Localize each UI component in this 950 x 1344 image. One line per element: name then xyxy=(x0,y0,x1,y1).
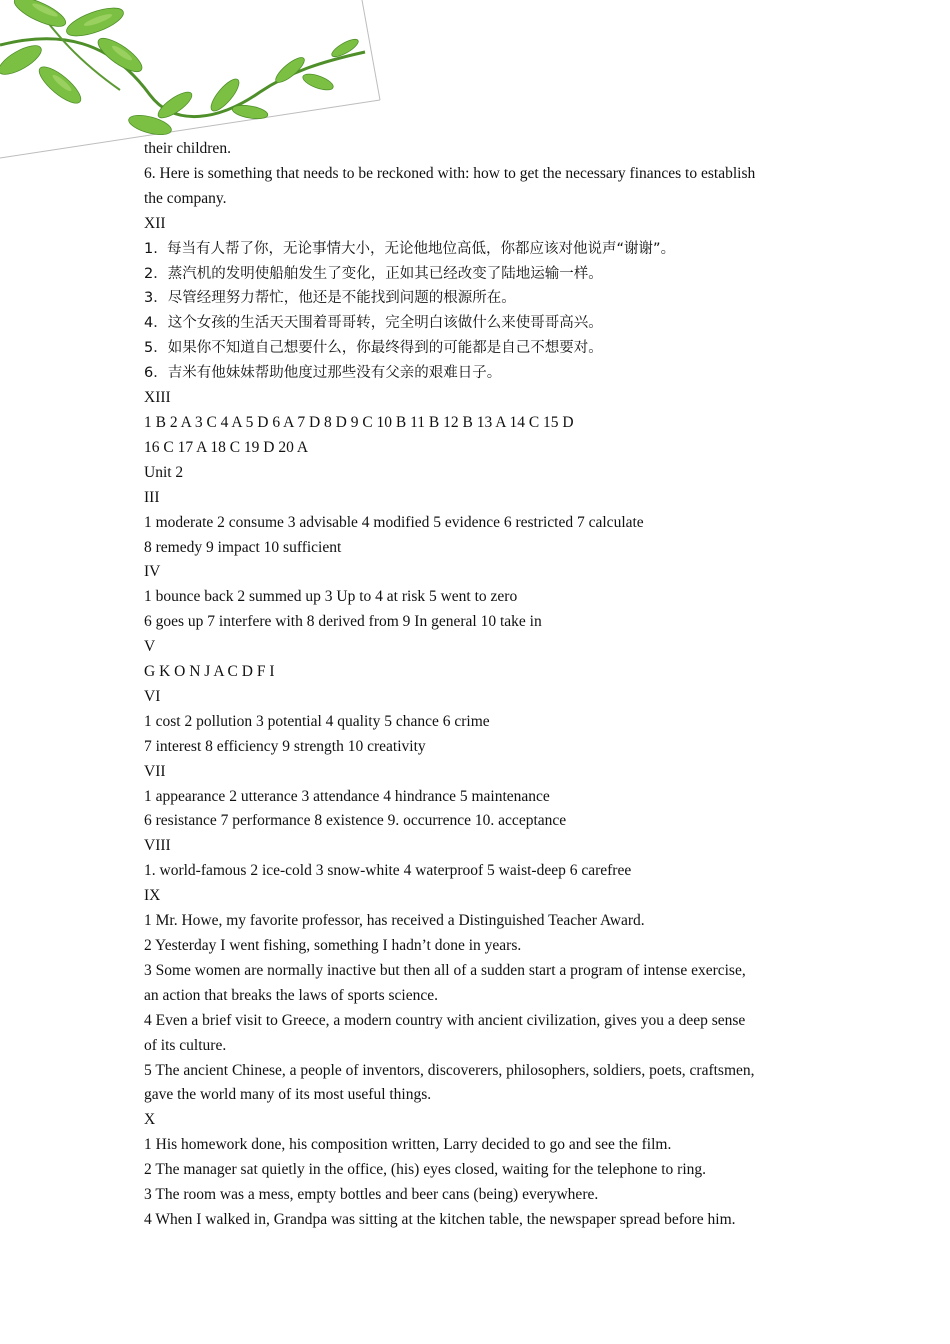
text-line: IX xyxy=(144,887,161,905)
text-line: IV xyxy=(144,563,161,581)
text-line: 1 His homework done, his composition written, Larry decided to go and see the film. xyxy=(144,1136,672,1154)
text-line: 2 The manager sat quietly in the office, (his) eyes closed, waiting for the telephone to ring. xyxy=(144,1161,706,1179)
text-line: 6 resistance 7 performance 8 existence 9. occurrence 10. acceptance xyxy=(144,812,567,830)
text-line: their children. xyxy=(144,140,231,157)
text-line: VII xyxy=(144,762,166,780)
text-line: 1. world-famous 2 ice-cold 3 snow-white 4 waterproof 5 waist-deep 6 carefree xyxy=(144,862,632,880)
text-line: 4 Even a brief visit to Greece, a modern country with ancient civilization, gives you a deep sense xyxy=(144,1011,746,1029)
text-line: 1 moderate 2 consume 3 advisable 4 modified 5 evidence 6 restricted 7 calculate xyxy=(144,513,644,531)
text-line: 5．如果你不知道自己想要什么，你最终得到的可能都是自己不想要对。 xyxy=(144,340,603,357)
text-line: V xyxy=(144,638,156,656)
text-line: VIII xyxy=(144,837,171,855)
text-line: 6．吉米有他妹妹帮助他度过那些没有父亲的艰难日子。 xyxy=(144,365,502,382)
text-line: 1 appearance 2 utterance 3 attendance 4 hindrance 5 maintenance xyxy=(144,787,550,805)
text-line: 6. Here is something that needs to be reckoned with: how to get the necessary finances to establish xyxy=(144,164,756,182)
text-line: 3．尽管经理努力帮忙，他还是不能找到问题的根源所在。 xyxy=(144,290,516,307)
text-line: VI xyxy=(144,687,161,705)
text-line: 6 goes up 7 interfere with 8 derived from 9 In general 10 take in xyxy=(144,613,542,631)
text-line: 2．蒸汽机的发明使船舶发生了变化，正如其已经改变了陆地运输一样。 xyxy=(144,265,603,282)
text-line: 1 B 2 A 3 C 4 A 5 D 6 A 7 D 8 D 9 C 10 B 11 B 12 B 13 A 14 C 15 D xyxy=(144,413,574,431)
text-line: 5 The ancient Chinese, a people of inventors, discoverers, philosophers, soldiers, poets, craftsmen, xyxy=(144,1061,755,1079)
text-line: of its culture. xyxy=(144,1036,227,1054)
text-line: Unit 2 xyxy=(144,463,184,481)
text-line: G K O N J A C D F I xyxy=(144,663,275,681)
text-line: 4 When I walked in, Grandpa was sitting at the kitchen table, the newspaper spread before him. xyxy=(144,1210,736,1228)
text-line: gave the world many of its most useful things. xyxy=(144,1086,432,1104)
text-line: 8 remedy 9 impact 10 sufficient xyxy=(144,538,342,556)
text-line: 16 C 17 A 18 C 19 D 20 A xyxy=(144,438,309,456)
text-line: 7 interest 8 efficiency 9 strength 10 creativity xyxy=(144,737,426,755)
text-line: 4．这个女孩的生活天天围着哥哥转，完全明白该做什么来使哥哥高兴。 xyxy=(144,315,603,332)
text-line: 1 bounce back 2 summed up 3 Up to 4 at risk 5 went to zero xyxy=(144,588,518,606)
text-line: XIII xyxy=(144,389,171,407)
text-line: X xyxy=(144,1111,156,1129)
text-line: 3 The room was a mess, empty bottles and beer cans (being) everywhere. xyxy=(144,1186,599,1204)
text-line: the company. xyxy=(144,189,227,207)
document-text xyxy=(144,137,814,1233)
text-line: 2 Yesterday I went fishing, something I hadn’t done in years. xyxy=(144,937,522,954)
text-line: XII xyxy=(144,214,166,232)
text-line: 3 Some women are normally inactive but then all of a sudden start a program of intense exercise, xyxy=(144,961,746,979)
text-line: III xyxy=(144,488,160,506)
text-line: 1 Mr. Howe, my favorite professor, has received a Distinguished Teacher Award. xyxy=(144,912,645,930)
text-line: 1 cost 2 pollution 3 potential 4 quality 5 chance 6 crime xyxy=(144,712,490,730)
text-line: 1. 每当有人帮了你，无论事情大小，无论他地位高低，你都应该对他说声“谢谢”。 xyxy=(144,240,676,257)
text-line: an action that breaks the laws of sports science. xyxy=(144,986,438,1004)
